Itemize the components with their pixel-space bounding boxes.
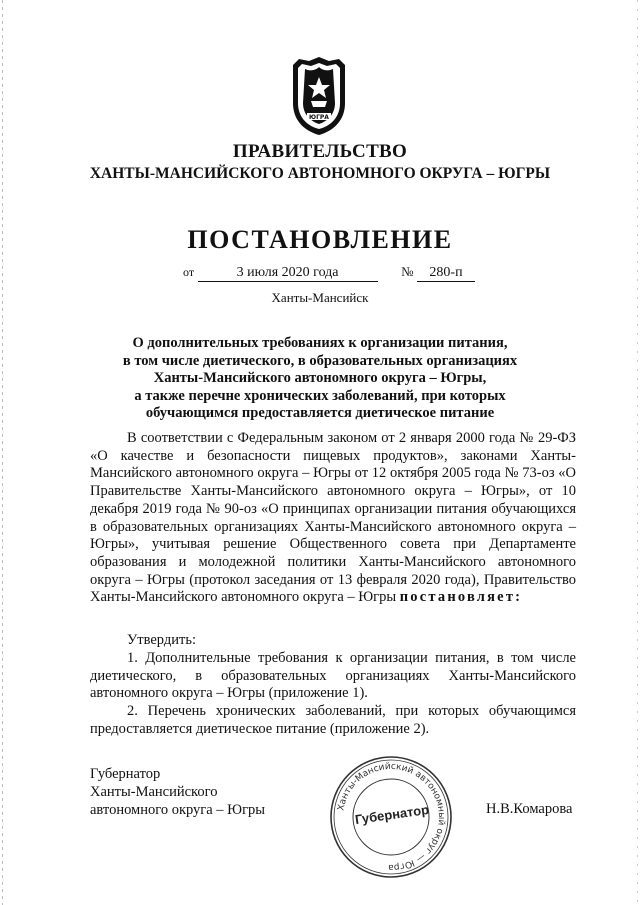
subject-line: Ханты-Мансийского автономного округа – Югры, (153, 370, 487, 387)
preamble-paragraph (90, 430, 576, 607)
document-city: Ханты-Мансийск (271, 290, 369, 305)
number-prefix: № (401, 264, 414, 279)
seal-ring-text: Ханты-Мансийский автономный округ — Югра (336, 761, 447, 873)
signatory-line: Ханты-Мансийского (90, 783, 218, 800)
subject-line: в том числе диетического, в образовательных организациях (122, 352, 518, 369)
signatory-name: Н.В.Комарова (486, 801, 573, 817)
emblem-label: ЮГРА (309, 114, 329, 121)
government-title: ПРАВИТЕЛЬСТВО (232, 141, 408, 162)
decree-word: постановляет: (399, 589, 523, 606)
document-date: 3 июля 2020 года (198, 265, 378, 282)
document-type: ПОСТАНОВЛЕНИЕ (187, 225, 453, 254)
seal-center-text: Губернатор (354, 801, 430, 828)
document-subject (95, 335, 545, 423)
signatory-line: автономного округа – Югры (90, 801, 266, 818)
signatory-line: Губернатор (90, 766, 161, 782)
preamble-text: В соответствии с Федеральным законом от 2 января 2000 года № 29-ФЗ «О качестве и безопасности пищевых продуктов», законами Ханты-Мансийского автономного округа – Югры от 12 октября 2005 года № 73-оз «О Правительстве Ханты-Мансийского автономного округа – Югры», от 10 декабря 2019 года № 90-оз «О принципах организации питания обучающихся в образовательных организациях Ханты-Мансийского автономного округа – Югры», учитывая решение Общественного совета при Департаменте образования и молодежной политики Ханты-Мансийского автономного округа – Югры (протокол заседания от 13 февраля 2020 года), Правительство Ханты-Мансийского автономного округа – Югры (90, 430, 576, 606)
item-1-paragraph: 1. Дополнительные требования к организации питания, в том числе диетического, в образовательных организациях Ханты-Мансийского автономного округа – Югры (приложение 1). (90, 650, 576, 702)
date-prefix: от (183, 265, 195, 279)
scan-edge-right (637, 0, 638, 905)
document-number: 280-п (417, 265, 475, 282)
date-number-line (183, 264, 475, 282)
subject-line: обучающимся предоставляется диетическое питание (145, 405, 495, 422)
approve-paragraph: Утвердить: (127, 632, 196, 648)
coat-of-arms-icon (289, 55, 349, 137)
region-title: ХАНТЫ-МАНСИЙСКОГО АВТОНОМНОГО ОКРУГА – ЮГРЫ (89, 165, 551, 182)
signatory-title (90, 766, 265, 819)
subject-line: а также перечне хронических заболеваний, при которых (134, 387, 506, 404)
subject-line: О дополнительных требованиях к организации питания, (132, 335, 508, 351)
item-2-paragraph: 2. Перечень хронических заболеваний, при которых обучающимся предоставляется диетическое питание (приложение 2). (90, 703, 576, 737)
scan-edge-left (2, 0, 3, 905)
